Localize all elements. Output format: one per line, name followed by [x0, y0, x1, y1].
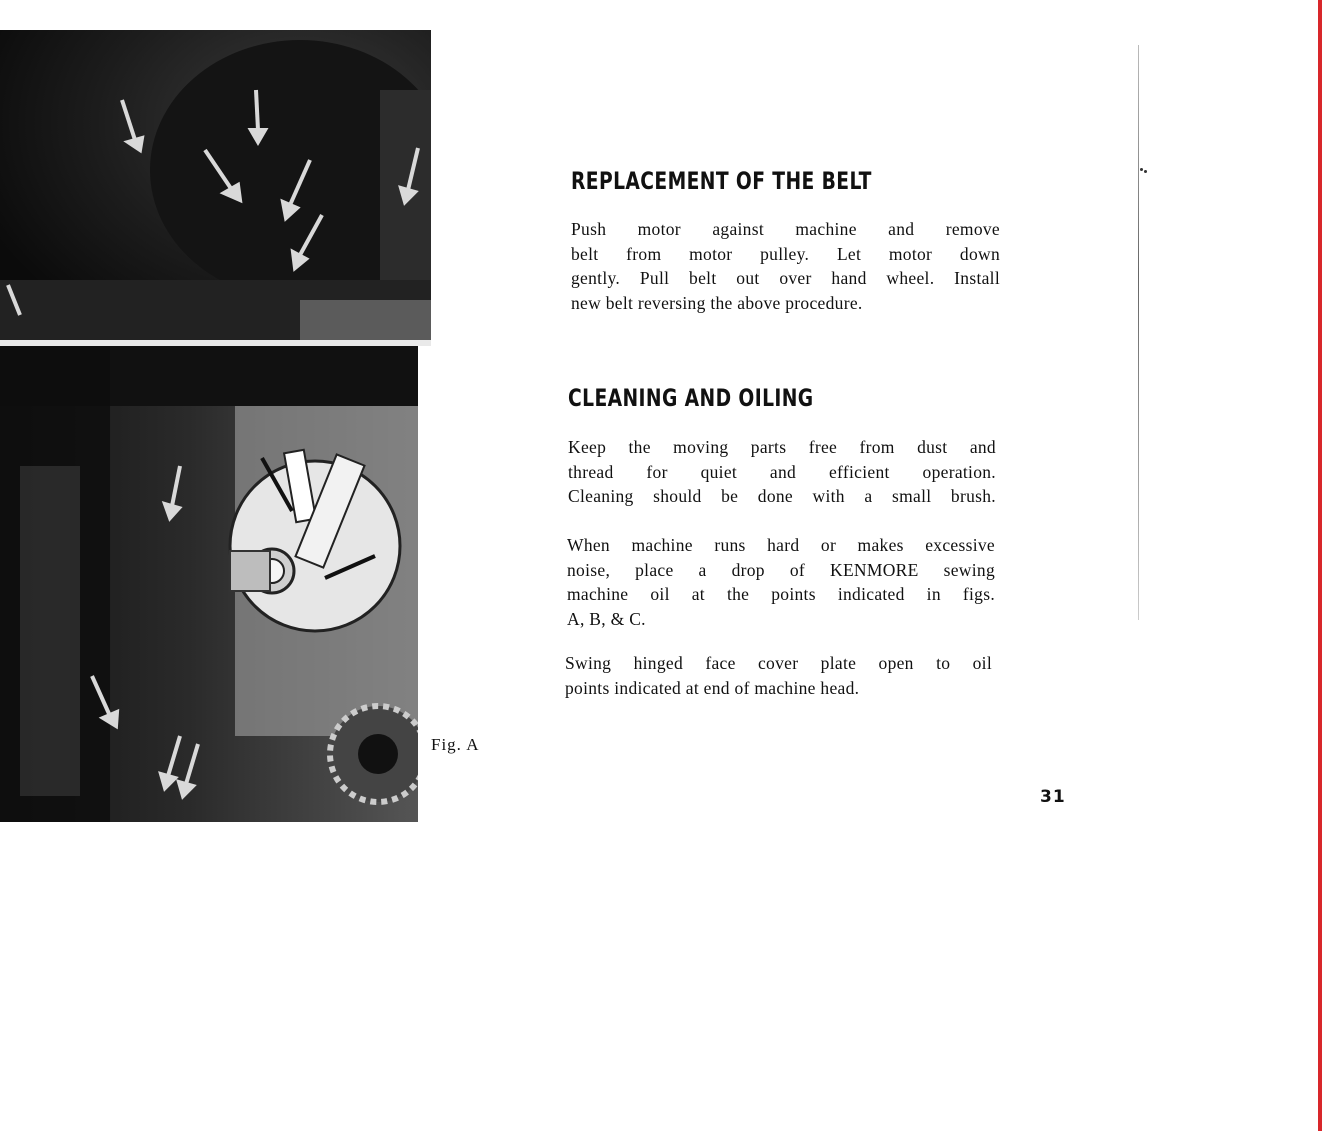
- text-line: thread for quiet and efficient operation.: [568, 461, 996, 482]
- paragraph-oiling: [567, 533, 995, 631]
- section-heading-belt: REPLACEMENT OF THE BELT: [571, 167, 872, 195]
- sewing-machine-face-photo-icon: [0, 346, 418, 822]
- text-line: noise, place a drop of KENMORE sewing: [567, 559, 995, 580]
- photo-bottom-face-cover: [0, 346, 418, 822]
- sewing-machine-top-photo-icon: [0, 30, 431, 340]
- binding-edge-line: [1138, 45, 1139, 620]
- figure-photo: [0, 30, 431, 822]
- photo-top-machine-head: [0, 30, 431, 340]
- page-edge-accent: [1318, 0, 1322, 1131]
- page-number: 31: [1040, 787, 1066, 807]
- paragraph-face-cover: [565, 651, 992, 700]
- paragraph-cleaning-intro: [568, 435, 996, 509]
- text-line: Swing hinged face cover plate open to oil: [565, 653, 992, 673]
- text-line: When machine runs hard or makes excessive: [567, 535, 995, 555]
- section-heading-cleaning: CLEANING AND OILING: [568, 384, 814, 412]
- text-line: Push motor against machine and remove: [571, 219, 1000, 239]
- text-line: Cleaning should be done with a small brush.: [568, 486, 996, 506]
- text-line: new belt reversing the above procedure.: [571, 292, 863, 313]
- scan-speck: [1140, 168, 1143, 171]
- scan-speck: [1144, 170, 1147, 173]
- text-line: gently. Pull belt out over hand wheel. Install: [571, 268, 1000, 288]
- paragraph-belt: [571, 217, 1000, 315]
- text-line: A, B, & C.: [567, 608, 646, 629]
- text-line: Keep the moving parts free from dust and: [568, 437, 996, 457]
- text-line: machine oil at the points indicated in figs.: [567, 584, 995, 604]
- figure-caption: Fig. A: [431, 735, 480, 754]
- text-line: points indicated at end of machine head.: [565, 677, 860, 698]
- text-line: belt from motor pulley. Let motor down: [571, 243, 1000, 264]
